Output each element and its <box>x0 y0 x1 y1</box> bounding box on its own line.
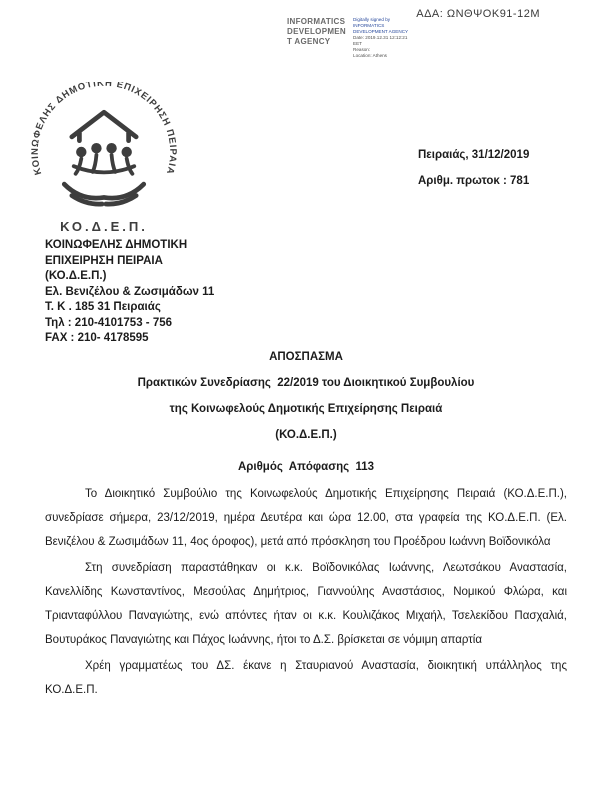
org-line: Ελ. Βενιζέλου & Ζωσιμάδων 11 <box>45 285 215 298</box>
extract-subtitle-1: Πρακτικών Συνεδρίασης 22/2019 του Διοικητικού Συμβουλίου <box>137 377 475 389</box>
signature-agency-line: INFORMATICS <box>287 17 346 26</box>
signature-detail-line: INFORMATICS <box>353 22 385 28</box>
signature-detail-line: Digitally signed by <box>353 17 391 22</box>
organization-address-block <box>45 238 214 347</box>
date-protocol-block <box>418 149 529 187</box>
signature-detail-line: EET <box>353 40 362 46</box>
org-line: (ΚΟ.Δ.Ε.Π.) <box>45 270 107 282</box>
org-line: Τηλ : 210-4101753 - 756 <box>45 316 173 329</box>
signature-detail-line: Reason: <box>353 46 371 52</box>
digital-signature-stamp <box>287 17 433 59</box>
org-line: ΚΟΙΝΩΦΕΛΗΣ ΔΗΜΟΤΙΚΗ <box>45 239 188 251</box>
logo-house-icon <box>72 112 136 140</box>
kodep-logo <box>28 82 180 234</box>
signature-agency-line: T AGENCY <box>287 37 331 46</box>
logo-hands-icon <box>64 184 143 204</box>
signature-detail-line: Date: 2019.12.31 12:12:21 <box>353 34 408 40</box>
document-body <box>45 344 567 702</box>
signature-details <box>353 17 433 59</box>
org-line: Τ. Κ . 185 31 Πειραιάς <box>45 301 161 313</box>
org-line: ΕΠΙΧΕΙΡΗΣΗ ΠΕΙΡΑΙΑ <box>45 254 163 267</box>
extract-subtitle-3: (ΚΟ.Δ.Ε.Π.) <box>275 429 337 441</box>
kodep-logo-emblem <box>28 82 180 222</box>
date-line: Πειραιάς, 31/12/2019 <box>418 149 530 161</box>
body-paragraph-2: Στη συνεδρίαση παραστάθηκαν οι κ.κ. Βοϊδονικόλας Ιωάννης, Λεωτσάκου Αναστασία, Κανελλίδης Κωνσταντίνος, Μεσούλας Δημήτριος, Γιαννούλης Αναστάσιος, Νομικού Φλώρα, και Τριανταφύλλου Παναγιώτης, ενώ απόντες ήταν οι κ.κ. Κουλιζάκος Μιχαήλ, Τσελεκίδου Πασχαλιά, Βουτυράκος Παναγιώτης και Πάχος Ιωάννης, ήτοι το Δ.Σ. βρίσκεται σε νόμιμη απαρτία <box>45 562 567 646</box>
body-paragraph-3: Χρέη γραμματέως του ΔΣ. έκανε η Σταυριανού Αναστασία, διοικητική υπάλληλος της ΚΟ.Δ.Ε.Π. <box>45 660 567 696</box>
ada-code: ΑΔΑ: ΩΝΘΨΟΚ91-12Μ <box>416 8 540 20</box>
signature-agency-name <box>287 17 346 59</box>
decision-number-heading: Αριθμός Απόφασης 113 <box>237 461 375 473</box>
org-line: FAX : 210- 4178595 <box>45 332 149 344</box>
extract-subtitle-2: της Κοινωφελούς Δημοτικής Επιχείρησης Πειραιά <box>169 403 443 415</box>
extract-title: ΑΠΟΣΠΑΣΜΑ <box>269 351 343 363</box>
signature-agency-line: DEVELOPMEN <box>287 27 347 36</box>
body-paragraph-1: Το Διοικητικό Συμβούλιο της Κοινωφελούς Δημοτικής Επιχείρησης Πειραιά (ΚΟ.Δ.Ε.Π.), συνεδρίασε σήμερα, 23/12/2019, ημέρα Δευτέρα και ώρα 12.00, στα γραφεία της ΚΟ.Δ.Ε.Π. (Ελ. Βενιζέλου & Ζωσιμάδων 11, 4ος όροφος), μετά από πρόσκληση του Προέδρου Ιωάννη Βοϊδονικόλα <box>45 488 567 548</box>
logo-caption: ΚΟ.Δ.Ε.Π. <box>60 219 148 234</box>
protocol-number-line: Αριθμ. πρωτοκ : 781 <box>418 175 530 187</box>
logo-people-icon <box>74 143 135 174</box>
signature-detail-line: Location: Athens <box>353 52 387 58</box>
signature-detail-line: DEVELOPMENT AGENCY <box>353 28 409 34</box>
logo-ring-text: ΚΟΙΝΩΦΕΛΗΣ ΔΗΜΟΤΙΚΗ ΕΠΙΧΕΙΡΗΣΗ ΠΕΙΡΑΙΑ <box>29 82 179 177</box>
